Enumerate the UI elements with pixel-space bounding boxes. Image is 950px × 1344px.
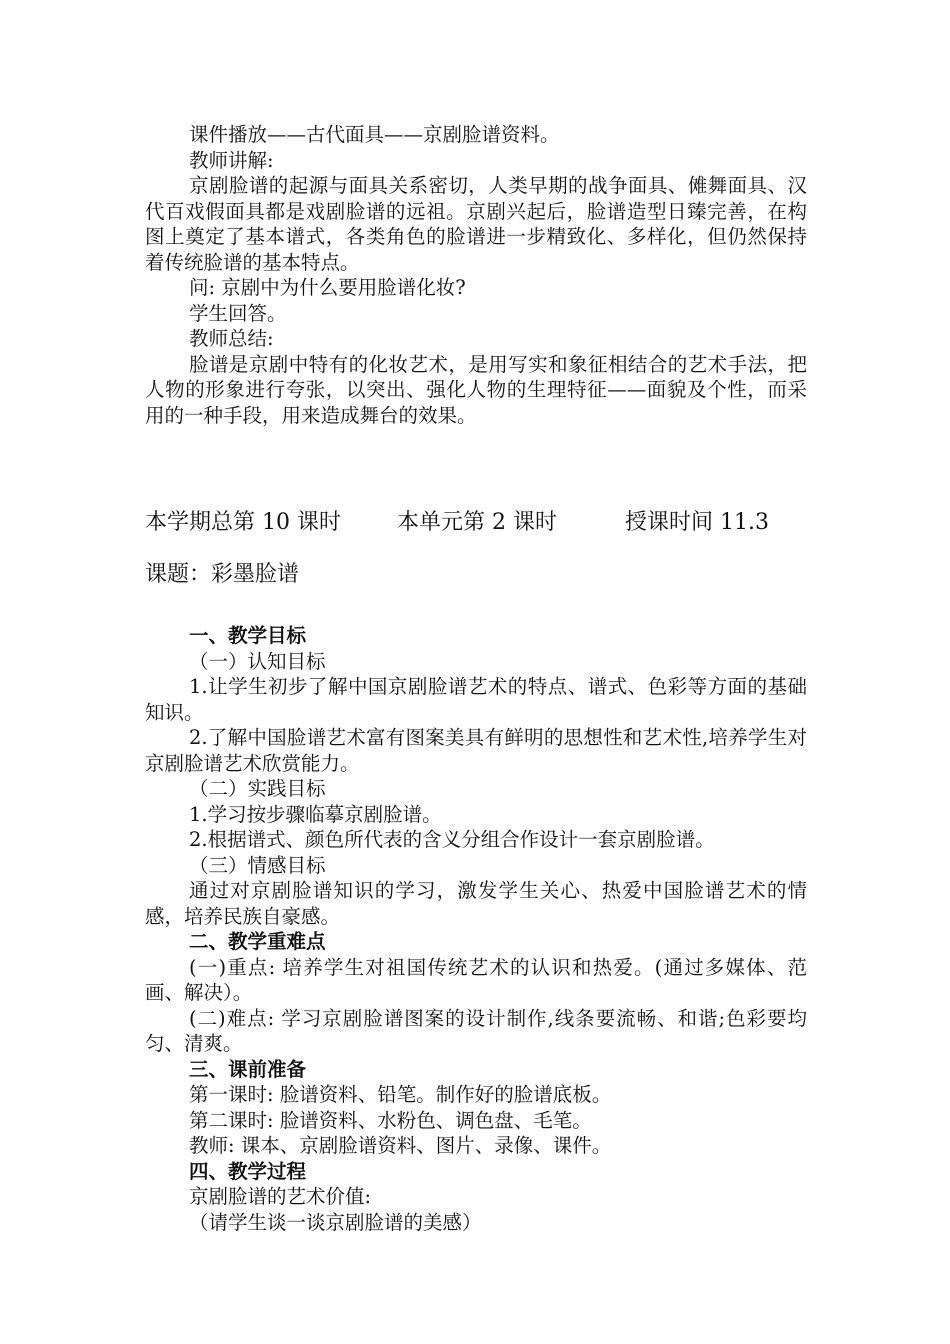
- student-answer-line: 学生回答。: [189, 301, 287, 325]
- key-point: (一)重点: 培养学生对祖国传统艺术的认识和热爱。(通过多媒体、范画、解决）。: [145, 955, 807, 1004]
- teacher-summary-label: 教师总结:: [189, 327, 274, 350]
- practice-item-2: 2.根据谱式、颜色所代表的含义分组合作设计一套京剧脸谱。: [189, 828, 715, 851]
- courseware-line: 课件播放——古代面具——京剧脸谱资料。: [189, 123, 560, 146]
- unit-lesson-number: 本单元第 2 课时: [397, 510, 557, 535]
- subheading-practice: （二）实践目标: [189, 777, 326, 800]
- heading-objectives: 一、教学目标: [189, 624, 307, 647]
- lesson-plan-section: [145, 623, 807, 1235]
- lesson-date: 授课时间 11.3: [625, 510, 769, 535]
- objective-item-2: 2.了解中国脸谱艺术富有图案美具有鲜明的思想性和艺术性,培养学生对京剧脸谱艺术欣赏能力。: [145, 726, 807, 775]
- lesson-intro-section: [145, 122, 807, 428]
- emotion-item: 通过对京剧脸谱知识的学习，激发学生关心、热爱中国脸谱艺术的情感，培养民族自豪感。: [145, 879, 807, 928]
- practice-item-1: 1.学习按步骤临摹京剧脸谱。: [189, 802, 442, 826]
- question-line: 问: 京剧中为什么要用脸谱化妆?: [189, 276, 466, 299]
- process-item-2: （请学生谈一谈京剧脸谱的美感）: [189, 1210, 482, 1234]
- heading-preparation: 三、课前准备: [189, 1057, 307, 1081]
- lesson-topic: [145, 560, 807, 590]
- prep-item-3: 教师: 课本、京剧脸谱资料、图片、录像、课件。: [189, 1134, 612, 1157]
- teacher-explain-label: 教师讲解:: [189, 148, 274, 172]
- prep-item-2: 第二课时: 脸谱资料、水粉色、调色盘、毛笔。: [189, 1108, 592, 1132]
- objective-item-1: 1.让学生初步了解中国京剧脸谱艺术的特点、谱式、色彩等方面的基础知识。: [145, 675, 807, 724]
- prep-item-1: 第一课时: 脸谱资料、铅笔。制作好的脸谱底板。: [189, 1083, 612, 1106]
- subheading-cognitive: （一）认知目标: [189, 649, 326, 673]
- subheading-emotion: （三）情感目标: [189, 853, 326, 877]
- topic-title: 课题：彩墨脸谱: [145, 562, 300, 587]
- heading-key-points: 二、教学重难点: [189, 930, 326, 953]
- origin-paragraph: 京剧脸谱的起源与面具关系密切，人类早期的战争面具、傩舞面具、汉代百戏假面具都是戏剧脸谱的远祖。京剧兴起后，脸谱造型日臻完善，在构图上奠定了基本谱式，各类角色的脸谱进一步精致化、多样化，但仍然保持着传统脸谱的基本特点。: [145, 174, 807, 274]
- summary-paragraph: 脸谱是京剧中特有的化妆艺术，是用写实和象征相结合的艺术手法，把人物的形象进行夸张，以突出、强化人物的生理特征——面貌及个性，而采用的一种手段，用来造成舞台的效果。: [145, 352, 807, 427]
- process-item-1: 京剧脸谱的艺术价值:: [189, 1185, 372, 1208]
- difficult-point: (二)难点: 学习京剧脸谱图案的设计制作,线条要流畅、和谐;色彩要均匀、清爽。: [145, 1006, 807, 1055]
- heading-process: 四、教学过程: [189, 1159, 307, 1183]
- total-lesson-number: 本学期总第 10 课时: [145, 510, 341, 535]
